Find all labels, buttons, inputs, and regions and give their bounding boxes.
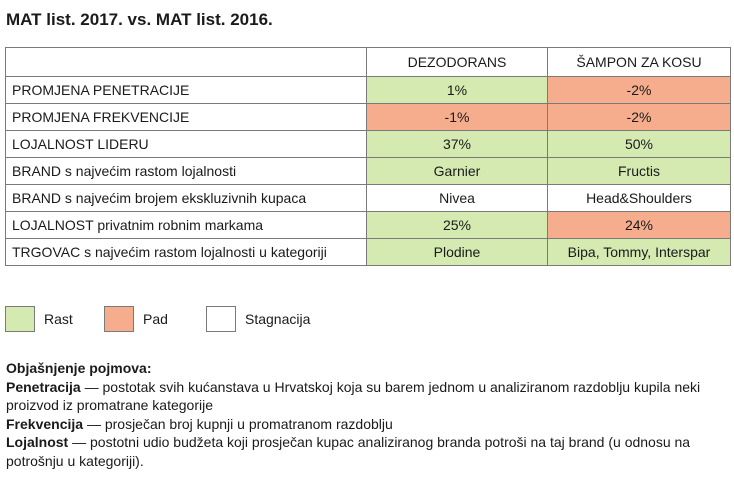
legend-item-pad [104,306,168,332]
definitions-heading: Objašnjenje pojmova: [6,360,152,376]
cell-sampon: Bipa, Tommy, Interspar [548,239,731,266]
table-row [6,158,731,185]
header-dezodorans: DEZODORANS [367,48,548,77]
table-row [6,131,731,158]
cell-sampon: 50% [548,131,731,158]
definition-text: — postotni udio budžeta koji prosječan kupac analiziranog branda potroši na taj brand (u odnosu na potrošnju u kategoriji). [6,434,691,469]
cell-sampon: Fructis [548,158,731,185]
legend-item-rast [5,306,73,332]
row-label: LOJALNOST LIDERU [6,131,367,158]
cell-dezodorans: 25% [367,212,548,239]
definition-text: — postotak svih kućanstava u Hrvatskoj koja su barem jednom u analiziranom razdoblju kupila neki proizvod iz promatrane kategorije [6,378,701,413]
cell-dezodorans: Garnier [367,158,548,185]
header-sampon: ŠAMPON ZA KOSU [548,48,731,77]
definition-penetracija [6,378,730,415]
definition-term: Frekvencija [6,415,84,432]
legend-swatch-stagnacija [206,306,236,332]
definitions [6,359,730,470]
legend-item-stagnacija [206,306,310,332]
row-label: LOJALNOST privatnim robnim markama [6,212,367,239]
cell-dezodorans: -1% [367,104,548,131]
definition-text: — prosječan broj kupnji u promatranom razdoblju [83,415,393,432]
table-row [6,239,731,266]
cell-dezodorans: 37% [367,131,548,158]
definition-term: Lojalnost [6,434,69,450]
row-label: PROMJENA PENETRACIJE [6,77,367,104]
definition-frekvencija [6,415,730,434]
row-label: BRAND s najvećim brojem ekskluzivnih kupaca [6,185,367,212]
cell-sampon: -2% [548,104,731,131]
row-label: BRAND s najvećim rastom lojalnosti [6,158,367,185]
legend-label: Stagnacija [245,311,311,327]
definition-term: Penetracija [6,378,81,395]
legend-label: Pad [143,311,168,327]
header-empty [6,48,367,77]
legend-label: Rast [44,311,73,327]
table-row [6,212,731,239]
page-title: MAT list. 2017. vs. MAT list. 2016. [6,10,273,29]
table-row [6,77,731,104]
cell-sampon: 24% [548,212,731,239]
cell-sampon: Head&Shoulders [548,185,731,212]
table-row [6,185,731,212]
definition-lojalnost [6,433,730,470]
comparison-table [5,47,731,266]
cell-dezodorans: 1% [367,77,548,104]
legend-swatch-pad [104,306,134,332]
cell-dezodorans: Plodine [367,239,548,266]
cell-sampon: -2% [548,77,731,104]
cell-dezodorans: Nivea [367,185,548,212]
table-header-row [6,48,731,77]
row-label: TRGOVAC s najvećim rastom lojalnosti u kategoriji [6,239,367,266]
row-label: PROMJENA FREKVENCIJE [6,104,367,131]
legend-swatch-rast [5,306,35,332]
table-row [6,104,731,131]
